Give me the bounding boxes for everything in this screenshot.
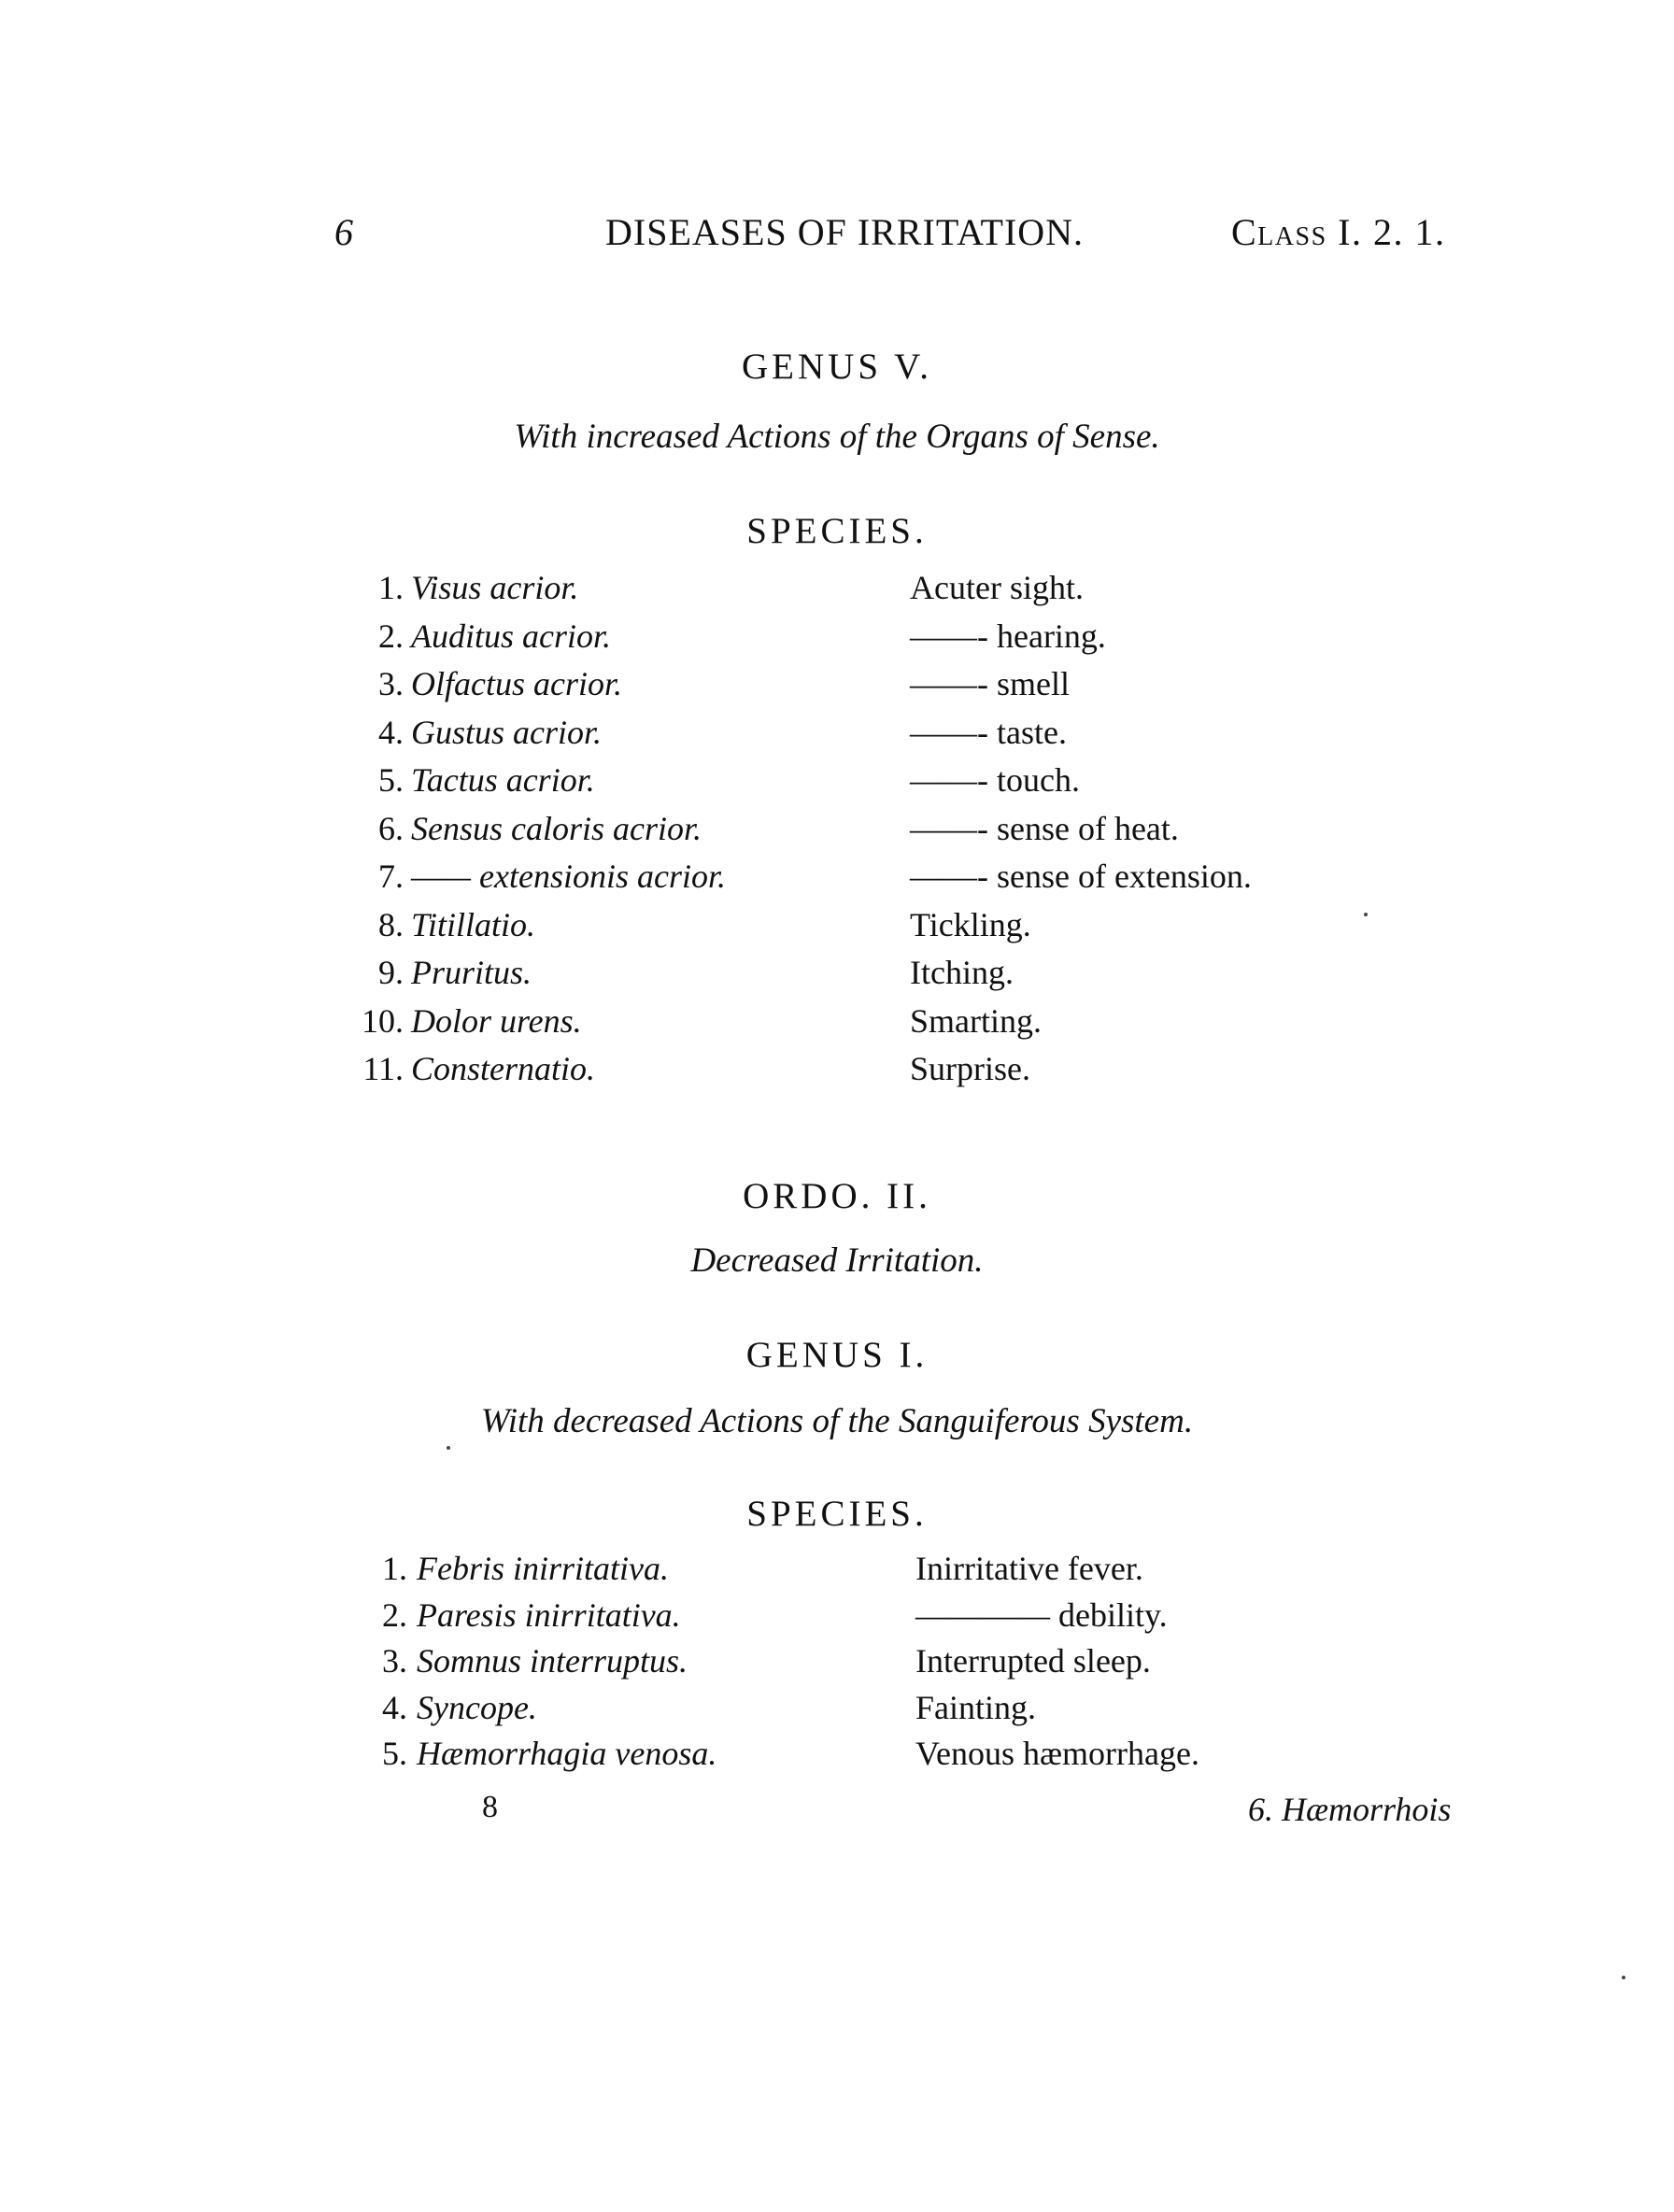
species-row — [0, 1688, 1674, 1735]
ordo-ii-heading: ORDO. II. — [743, 1176, 931, 1216]
species-latin-name: Syncope. — [417, 1688, 537, 1726]
genus-v-heading: GENUS V. — [742, 347, 932, 387]
genus-i-heading: GENUS I. — [745, 1335, 929, 1375]
species-latin-name: Auditus acrior. — [411, 617, 612, 655]
species-latin-name: Titillatio. — [411, 905, 536, 943]
species-english-name: Interrupted sleep. — [915, 1642, 1151, 1680]
species-english-name: ——- touch. — [910, 761, 1080, 799]
species-number: 7. — [378, 858, 404, 895]
species-number: 2. — [382, 1595, 407, 1634]
ink-speck — [1622, 1976, 1625, 1979]
species-row — [0, 905, 1674, 952]
species-row — [0, 568, 1674, 615]
species-number: 11. — [362, 1050, 404, 1087]
species-row — [0, 617, 1674, 663]
species-latin-name: Consternatio. — [411, 1050, 596, 1087]
species-english-name: ——- hearing. — [910, 617, 1106, 655]
species-latin-name: —— extensionis acrior. — [411, 858, 726, 895]
species-english-name: ——- taste. — [910, 713, 1067, 751]
species-latin-name: Dolor urens. — [411, 1001, 582, 1040]
page-number: 6 — [334, 211, 354, 253]
species-latin-name: Paresis inirritativa. — [417, 1595, 681, 1634]
species-row — [0, 1049, 1674, 1096]
species-english-name: ———— debility. — [915, 1595, 1168, 1634]
species-english-name: Tickling. — [910, 905, 1031, 943]
species-english-name: ——- sense of extension. — [910, 858, 1252, 895]
species-latin-name: Tactus acrior. — [411, 761, 595, 799]
genus-v-subtitle: With increased Actions of the Organs of Sense. — [514, 418, 1160, 456]
class-reference: Class I. 2. 1. — [1231, 211, 1446, 253]
species-row — [0, 1641, 1674, 1688]
running-title: DISEASES OF IRRITATION. — [605, 211, 1085, 253]
genus-i-subtitle: With decreased Actions of the Sanguiferous System. — [480, 1402, 1194, 1440]
species-english-name: Itching. — [910, 954, 1014, 991]
species-number: 4. — [378, 713, 404, 751]
species-row — [0, 1549, 1674, 1595]
species-latin-name: Visus acrior. — [411, 569, 579, 606]
species-latin-name: Olfactus acrior. — [411, 665, 623, 702]
species-number: 3. — [378, 665, 404, 702]
species-number: 9. — [378, 954, 404, 991]
species-row — [0, 760, 1674, 807]
species-latin-name: Febris inirritativa. — [417, 1550, 669, 1587]
species-number: 10. — [362, 1001, 404, 1040]
ink-speck — [447, 1446, 450, 1450]
species-row — [0, 664, 1674, 711]
species-number: 1. — [378, 569, 404, 606]
signature-mark: 8 — [482, 1790, 498, 1824]
species-latin-name: Pruritus. — [411, 954, 532, 991]
catchword: 6. Hæmorrhois — [1248, 1791, 1452, 1828]
species-row — [0, 857, 1674, 903]
species-number: 4. — [382, 1688, 407, 1726]
species-english-name: Fainting. — [915, 1688, 1037, 1726]
species-number: 6. — [378, 809, 404, 847]
ink-speck — [1364, 913, 1368, 916]
species-number: 5. — [382, 1735, 407, 1772]
ordo-ii-subtitle: Decreased Irritation. — [690, 1241, 984, 1280]
genus-v-species-heading: SPECIES. — [746, 511, 928, 551]
species-number: 8. — [378, 905, 404, 943]
species-english-name: Venous hæmorrhage. — [915, 1735, 1199, 1772]
species-row — [0, 809, 1674, 856]
species-number: 2. — [378, 617, 404, 655]
species-english-name: ——- sense of heat. — [910, 809, 1179, 847]
species-english-name: Surprise. — [910, 1050, 1030, 1087]
species-row — [0, 713, 1674, 759]
species-latin-name: Sensus caloris acrior. — [411, 809, 702, 847]
species-number: 1. — [382, 1550, 407, 1587]
species-number: 5. — [378, 761, 404, 799]
species-english-name: ——- smell — [910, 665, 1070, 702]
species-latin-name: Somnus interruptus. — [417, 1642, 688, 1680]
species-row — [0, 1001, 1674, 1048]
species-english-name: Acuter sight. — [910, 569, 1084, 606]
species-latin-name: Gustus acrior. — [411, 713, 603, 751]
species-english-name: Inirritative fever. — [915, 1550, 1143, 1587]
species-row — [0, 1595, 1674, 1642]
species-row — [0, 953, 1674, 1000]
species-number: 3. — [382, 1642, 407, 1680]
genus-i-species-heading: SPECIES. — [746, 1494, 928, 1534]
species-english-name: Smarting. — [910, 1001, 1042, 1040]
species-row — [0, 1734, 1674, 1780]
species-latin-name: Hæmorrhagia venosa. — [417, 1735, 717, 1772]
